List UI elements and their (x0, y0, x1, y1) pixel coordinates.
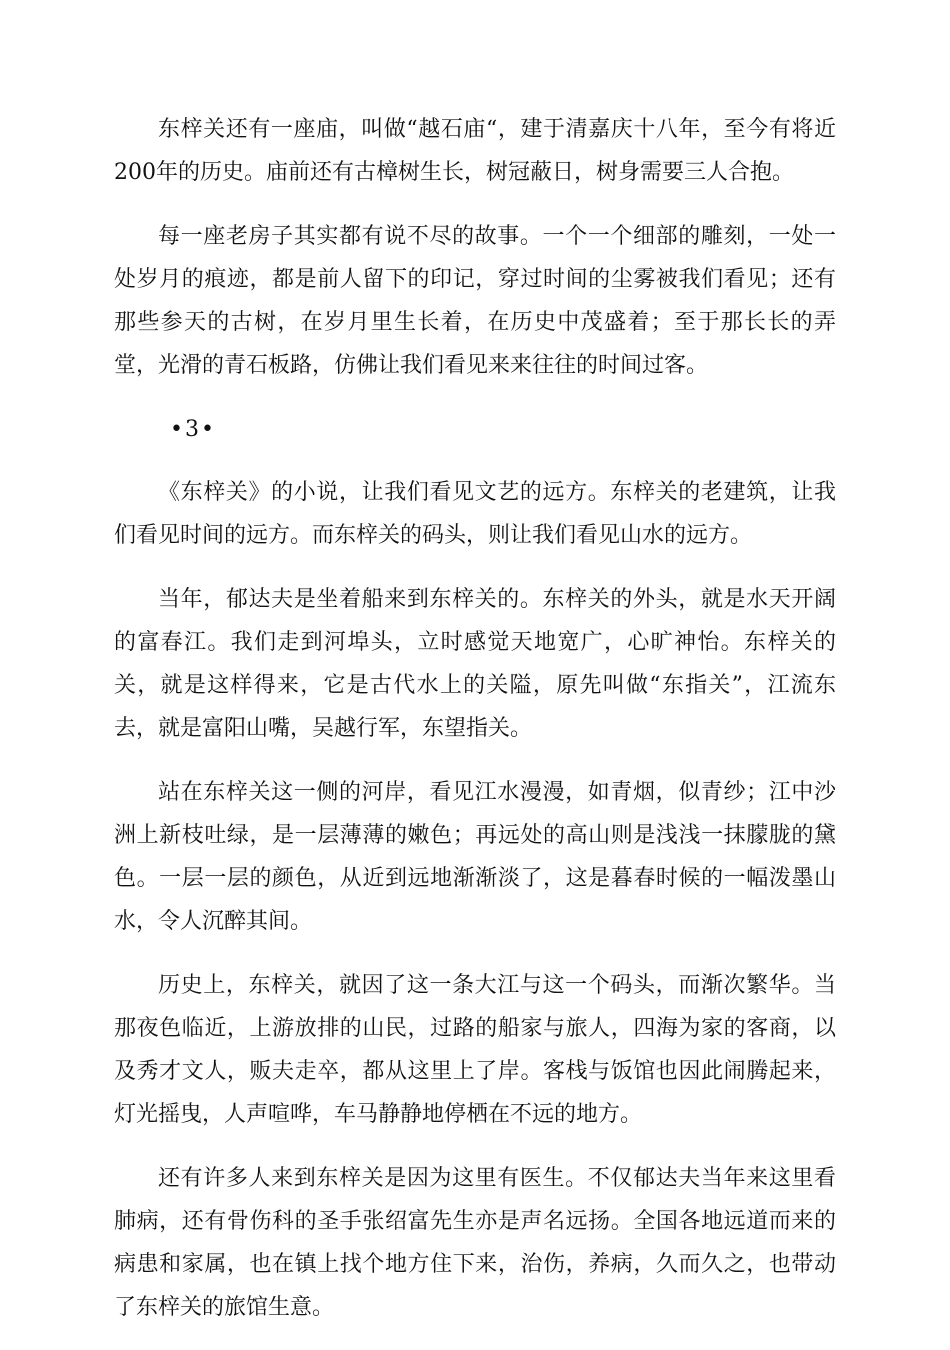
paragraph-history: 历史上，东梓关，就因了这一条大江与这一个码头，而渐次繁华。当那夜色临近，上游放排的山民，过路的船家与旅人，四海为家的客商，以及秀才文人，贩夫走卒，都从这里上了岸。客栈与饭馆也因此闹腾起来，灯光摇曳，人声喧哗，车马静静地停栖在不远的地方。 (114, 973, 836, 1127)
paragraph-temple: 东梓关还有一座庙，叫做“越石庙“，建于清嘉庆十八年，至今有将近200年的历史。庙前还有古樟树生长，树冠蔽日，树身需要三人合抱。 (114, 117, 836, 185)
paragraph-river: 当年，郁达夫是坐着船来到东梓关的。东梓关的外头，就是水天开阔的富春江。我们走到河埠头，立时感觉天地宽广，心旷神怡。东梓关的关，就是这样得来，它是古代水上的关隘，原先叫做“东指关”，江流东去，就是富阳山嘴，吴越行军，东望指关。 (114, 587, 836, 741)
document-page (114, 108, 836, 1350)
section-number: •3• (170, 417, 216, 442)
paragraph-old-houses: 每一座老房子其实都有说不尽的故事。一个一个细部的雕刻，一处一处岁月的痕迹，都是前人留下的印记，穿过时间的尘雾被我们看见；还有那些参天的古树，在岁月里生长着，在历史中茂盛着；至于那长长的弄堂，光滑的青石板路，仿佛让我们看见来来往往的时间过客。 (114, 224, 836, 378)
paragraph-doctor: 还有许多人来到东梓关是因为这里有医生。不仅郁达夫当年来这里看肺病，还有骨伤科的圣手张绍富先生亦是声名远扬。全国各地远道而来的病患和家属，也在镇上找个地方住下来，治伤，养病，久而久之，也带动了东梓关的旅馆生意。 (114, 1166, 836, 1320)
paragraph-landscape: 站在东梓关这一侧的河岸，看见江水漫漫，如青烟，似青纱；江中沙洲上新枝吐绿，是一层薄薄的嫩色；再远处的高山则是浅浅一抹朦胧的黛色。一层一层的颜色，从近到远地渐渐淡了，这是暮春时候的一幅泼墨山水，令人沉醉其间。 (114, 780, 836, 934)
paragraph-distance: 《东梓关》的小说，让我们看见文艺的远方。东梓关的老建筑，让我们看见时间的远方。而东梓关的码头，则让我们看见山水的远方。 (114, 480, 836, 548)
